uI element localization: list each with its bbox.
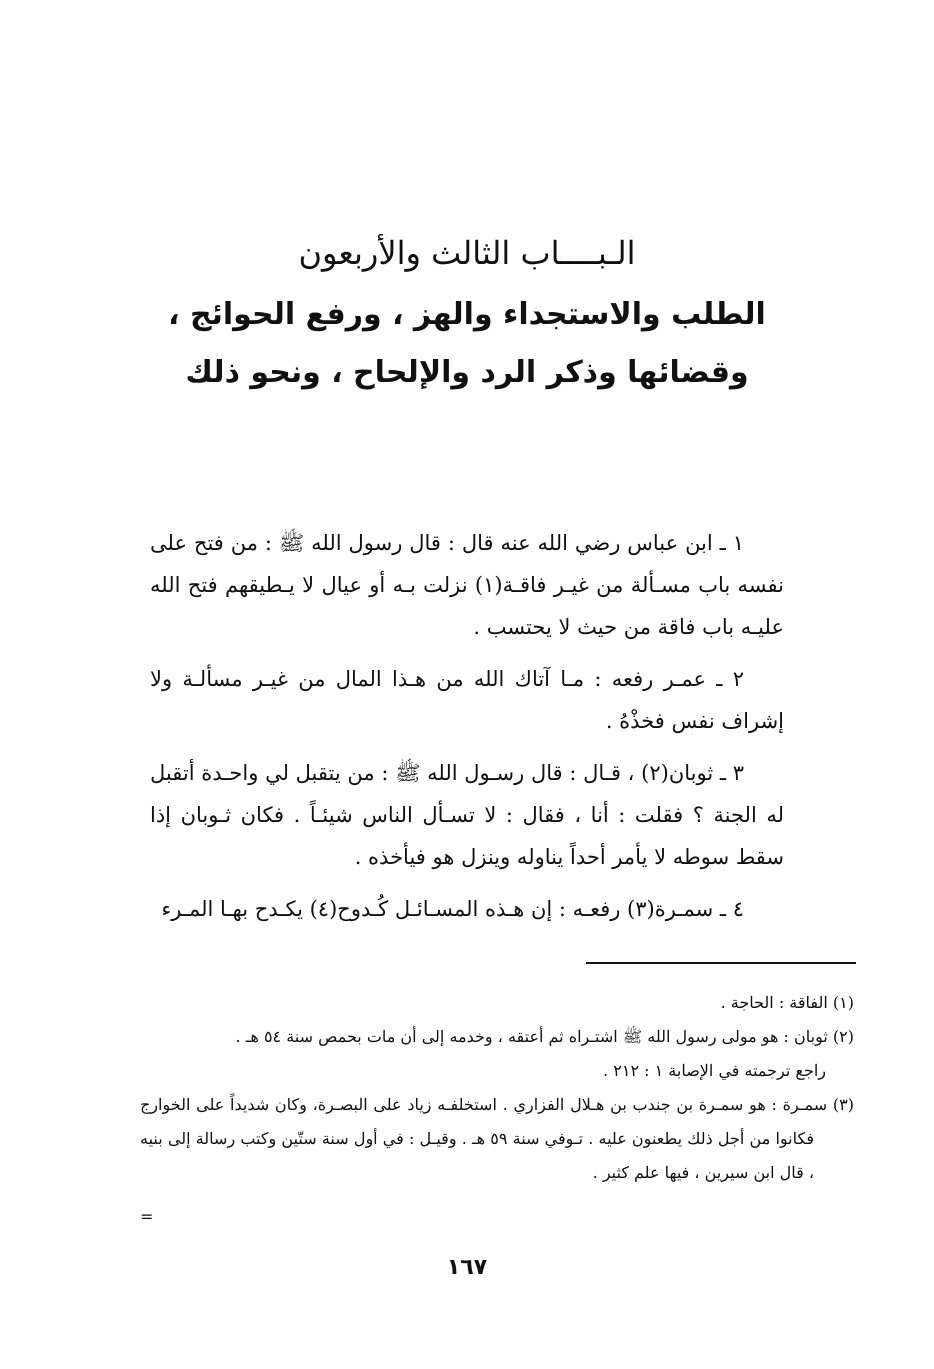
footnote-3: (٣) سمـرة : هو سمـرة بن جندب بن هـلال الفزاري . استخلفـه زياد على البصـرة، وكان شديداً على الخوارج فكانوا من أجل ذلك يطعنون عليه . تـوفي سنة ٥٩ هـ . وقيـل : في أول سنة ستّين وكتب رسالة إلى بنيه ، قال ابن سيرين ، فيها علم كثير . xyxy=(140,1095,854,1182)
chapter-title-line-2: وقضائها وذكر الرد والإلحاح ، ونحو ذلك xyxy=(185,355,749,390)
hadith-paragraph-3: ٣ ـ ثوبان(٢) ، قـال : قال رسـول الله ﷺ : من يتقبل لي واحـدة أتقبل له الجنة ؟ فقلت : أنا ، فقال : لا تسـأل الناس شيئـاً . فكان ثـوبان إذا سقط سوطه لا يأمر أحداً يناوله وينزل هو فيأخذه . xyxy=(150,761,784,869)
footnote-1: (١) الفاقة : الحاجة . xyxy=(720,993,854,1012)
continuation-mark: = xyxy=(140,1207,154,1226)
hadith-paragraph-1: ١ ـ ابن عباس رضي الله عنه قال : قال رسول الله ﷺ : من فتح على نفسه باب مسـألة من غيـر فاقـة(١) نزلت بـه أو عيال لا يـطيقهم فتح الله عليـه باب فاقة من حيث لا يحتسب . xyxy=(150,531,784,639)
chapter-label: الـبــــاب الثالث والأربعون xyxy=(298,234,636,272)
hadith-paragraph-2: ٢ ـ عمـر رفعه : مـا آتاك الله من هـذا المال من غيـر مسألـة ولا إشراف نفس فخذْهُ . xyxy=(150,667,784,733)
chapter-title xyxy=(140,286,794,402)
hadith-paragraph-4: ٤ ـ سمـرة(٣) رفعـه : إن هـذه المسـائـل كُـدوح(٤) يكـدح بهـا المـرء xyxy=(161,897,744,921)
footnote-2-reference: راجع ترجمته في الإصابة ١ : ٢١٢ . xyxy=(603,1061,826,1080)
footnote-2: (٢) ثوبان : هو مولى رسول الله ﷺ اشتـراه ثم أعتقه ، وخدمه إلى أن مات بحمص سنة ٥٤ هـ . xyxy=(235,1027,854,1046)
chapter-title-line-1: الطلب والاستجداء والهز ، ورفع الحوائج ، xyxy=(168,297,766,332)
footnote-separator xyxy=(586,962,856,964)
page-number: ١٦٧ xyxy=(446,1255,488,1280)
main-text xyxy=(150,522,784,940)
chapter-heading xyxy=(140,228,794,402)
footnotes xyxy=(140,986,854,1190)
